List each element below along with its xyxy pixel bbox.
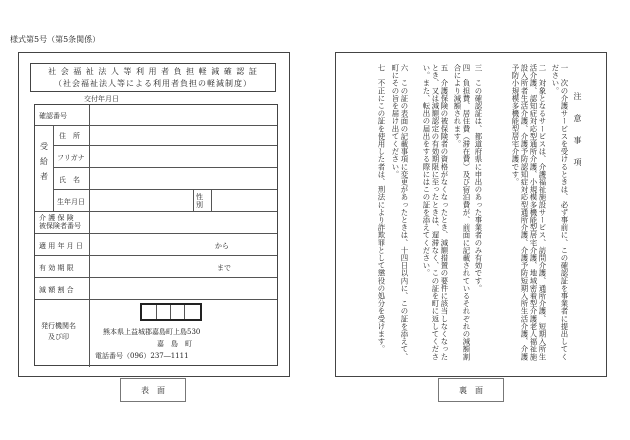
gender-field[interactable]: [215, 193, 273, 209]
certificate-title: [30, 63, 276, 92]
furigana-field[interactable]: [93, 149, 273, 165]
reduction-rate-field[interactable]: [93, 281, 273, 297]
issuer-address: 熊本県上益城郡嘉島町上島530: [103, 328, 201, 336]
back-side-label: 裏 面: [438, 378, 504, 402]
gender-label: 性別: [196, 193, 203, 209]
notes-heading: 注 意 事 項: [573, 92, 582, 169]
insured-number-field[interactable]: [93, 215, 273, 231]
furigana-label: フリガナ: [57, 154, 85, 162]
certificate-grid: [34, 104, 278, 366]
birth-date-field[interactable]: [93, 193, 191, 209]
note-item-4: 四 負担費、居住費（滞在費）及び宿泊費が、前面に記載されているそれぞれの減額割合により減額されます。: [453, 64, 471, 361]
issuer-name: 嘉 島 町: [157, 340, 192, 348]
form-number: 様式第5号（第5条関係）: [10, 35, 101, 44]
insured-number-label: 介 護 保 険 被保険者番号: [39, 214, 81, 230]
confirmation-number-field[interactable]: [93, 111, 273, 123]
note-item-3: 三 この確認証は、都道府県に申出のあった事業者のみ有効です。: [474, 64, 483, 292]
applicable-date-label: 適 用 年 月 日: [39, 242, 83, 250]
confirmation-number-label: 確認番号: [39, 112, 67, 120]
delivery-date-label: 交付年月日: [84, 95, 119, 103]
note-item-1: 一 次の介護サービスを受けるときは、必ず事前に、この確認証を事業者に提出してください。: [551, 64, 569, 361]
validity-until-label: まで: [217, 264, 231, 272]
note-item-5: 五 介護保険の被保険者の資格がなくなったとき、減額措置の要件に該当しなくなったとき、又は減額認定の有効期限に至ったときは、遅滞なく、この証を町に返してください。また、転出の届出をする際にはこの証を添えてください。: [422, 64, 449, 361]
recipient-label: 受給者: [40, 142, 48, 181]
title-line-1: 社 会 福 祉 法 人 等 利 用 者 負 担 軽 減 確 認 証: [48, 67, 258, 76]
reduction-rate-label: 減 額 割 合: [39, 286, 74, 294]
applicable-from-label: から: [215, 242, 229, 250]
issuer-phone: 電話番号（096）237―1111: [95, 352, 189, 360]
note-item-7: 七 不正にこの証を使用した者は、刑法により詐欺罪として懲役の処分を受けます。: [377, 64, 386, 353]
front-side-label: 表 面: [120, 378, 186, 402]
address-field[interactable]: [93, 129, 273, 143]
stamp-box: [140, 303, 202, 321]
issuer-label: 発行機関名 及び印: [41, 322, 76, 341]
title-line-2: （社会福祉法人等による利用者負担の軽減制度）: [54, 79, 252, 88]
birth-date-label: 生年月日: [57, 198, 85, 206]
name-field[interactable]: [93, 171, 273, 187]
address-label: 住 所: [59, 132, 80, 140]
note-item-2: 二 対象となるサービスは、介護福祉施設サービス、訪問介護、通所介護、短期入所生活介護、認知症対応型通所介護、小規模多機能型居宅介護、地域密着型介護老人福祉施設入所者生活介護、介護予防認知症対応型通所介護、介護予防短期入所生活介護、介護予防小規模多機能型居宅介護です。: [511, 64, 547, 361]
name-label: 氏 名: [59, 176, 80, 184]
validity-label: 有 効 期 限: [39, 264, 74, 272]
note-item-6: 六 この証の表面の記載事項に変更があったときは、十四日以内に、この証を添えて、町にその旨を届け出てください。: [391, 64, 409, 361]
